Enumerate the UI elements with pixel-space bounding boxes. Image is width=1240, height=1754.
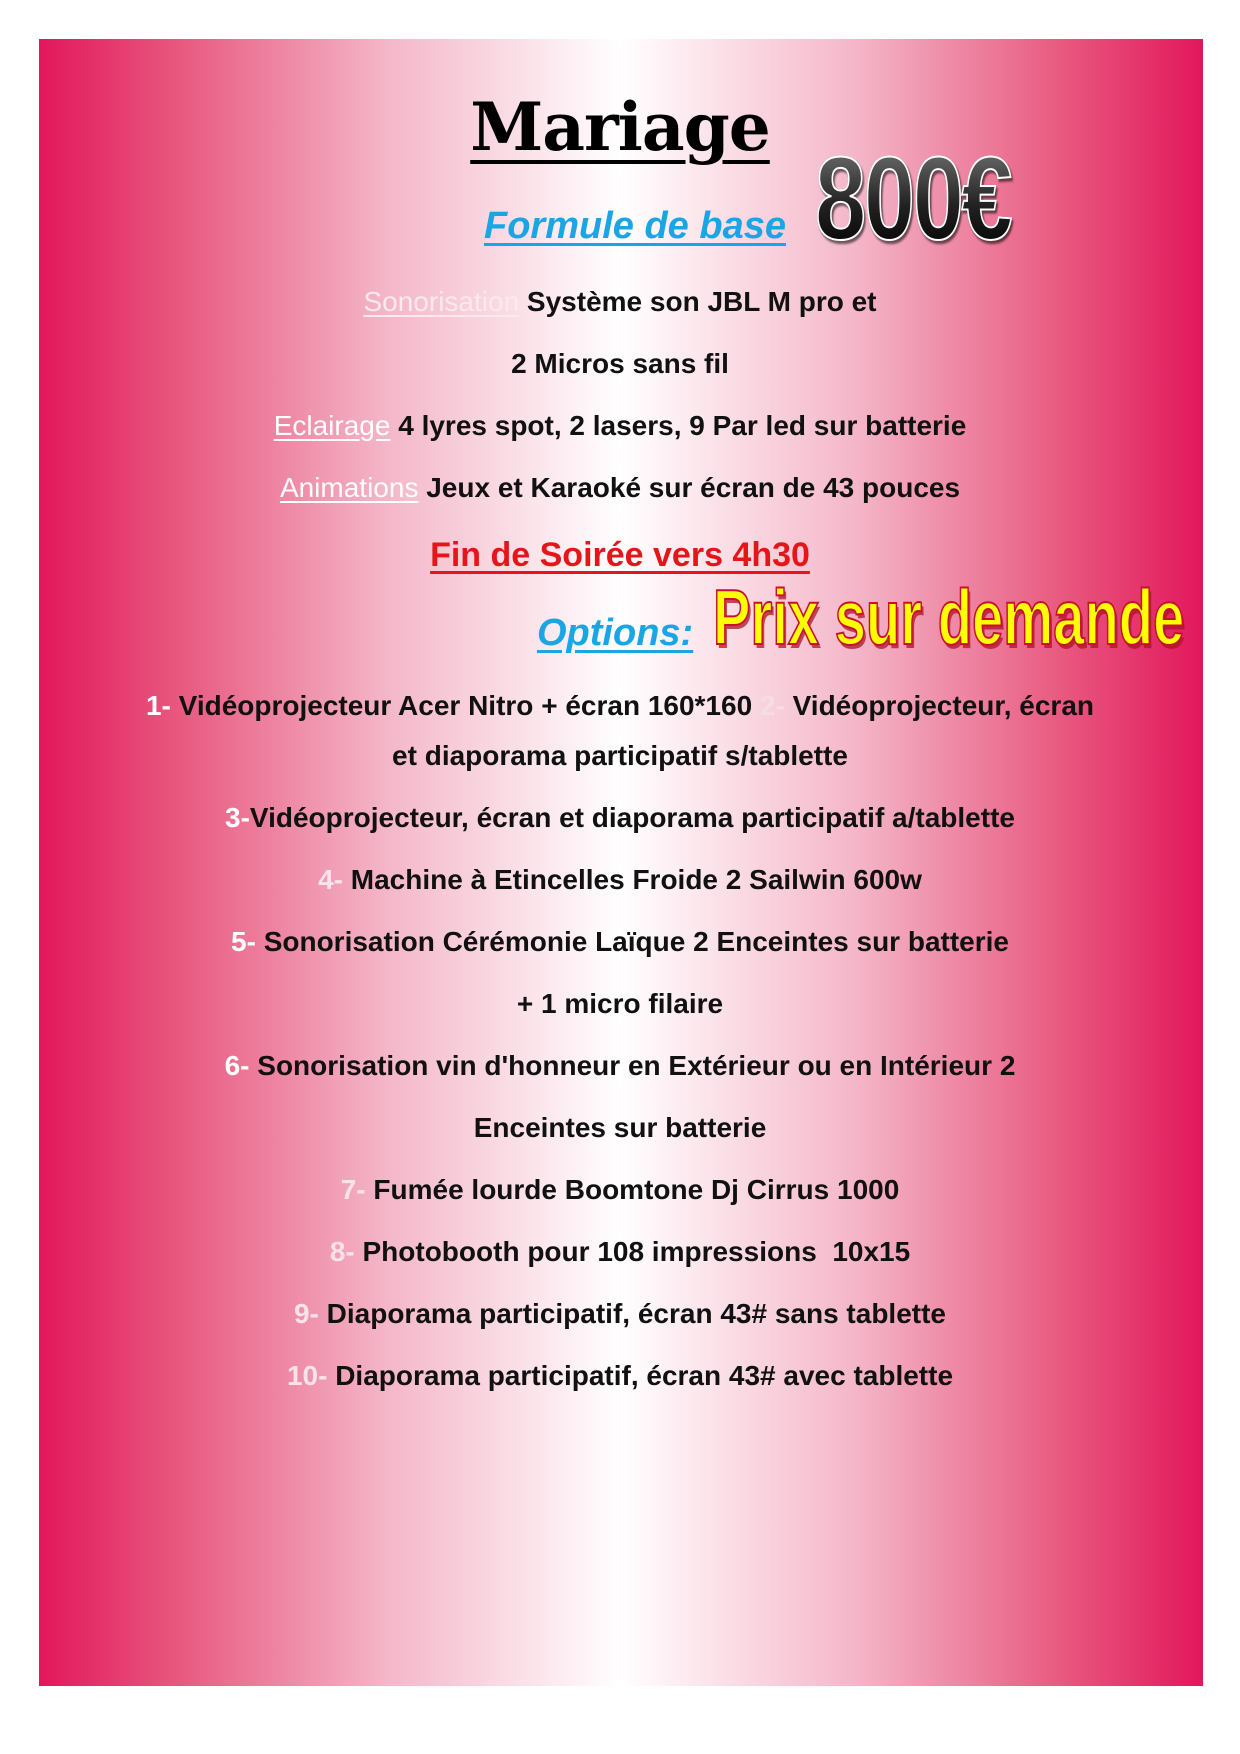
option-7-text: Fumée lourde Boomtone Dj Cirrus 1000 — [373, 1174, 900, 1205]
option-8-number: 8- — [329, 1236, 355, 1267]
option-3-line — [0, 802, 1240, 834]
fin-soiree-line — [0, 536, 1240, 575]
option-6-line-a — [0, 1050, 1240, 1082]
sono-text: Système son JBL M pro et — [526, 286, 877, 317]
options-heading: Options: — [537, 612, 694, 654]
option-7-line — [0, 1174, 1240, 1206]
eclairage-text: 4 lyres spot, 2 lasers, 9 Par led sur batterie — [398, 410, 967, 441]
option-10-number: 10- — [286, 1360, 328, 1391]
option-7-number: 7- — [340, 1174, 366, 1205]
option-10-line — [0, 1360, 1240, 1392]
option-9-number: 9- — [293, 1298, 319, 1329]
sono-label: Sonorisation — [363, 286, 520, 317]
base-sono-line — [0, 286, 1240, 318]
option-9-line — [0, 1298, 1240, 1330]
formule-heading: Formule de base — [484, 205, 786, 247]
option-3-number: 3- — [225, 802, 250, 833]
option-6-line-b: Enceintes sur batterie — [473, 1112, 767, 1143]
page-title: Mariage — [470, 88, 770, 166]
base-eclairage-line — [0, 410, 1240, 442]
option-6-text-a: Sonorisation vin d'honneur en Extérieur ou en Intérieur 2 — [257, 1050, 1016, 1081]
option-5-number: 5- — [231, 926, 256, 957]
option-1-text: Vidéoprojecteur Acer Nitro + écran 160*160 — [178, 690, 753, 721]
base-animations-line — [0, 472, 1240, 504]
animations-text: Jeux et Karaoké sur écran de 43 pouces — [426, 472, 961, 503]
base-micros-line: 2 Micros sans fil — [511, 348, 729, 379]
option-9-text: Diaporama participatif, écran 43# sans tablette — [326, 1298, 947, 1329]
animations-label: Animations — [279, 472, 419, 503]
option-1-number: 1- — [145, 690, 171, 721]
option-5-text-a: Sonorisation Cérémonie Laïque 2 Enceintes sur batterie — [263, 926, 1009, 957]
option-6-number: 6- — [224, 1050, 250, 1081]
option-10-text: Diaporama participatif, écran 43# avec tablette — [335, 1360, 954, 1391]
option-2-line-b: et diaporama participatif s/tablette — [392, 740, 848, 771]
option-8-line — [0, 1236, 1240, 1268]
option-8-text: Photobooth pour 108 impressions 10x15 — [362, 1236, 911, 1267]
option-3-text: Vidéoprojecteur, écran et diaporama participatif a/tablette — [249, 802, 1015, 833]
option-4-number: 4- — [318, 864, 343, 895]
option-2-number: 2- — [759, 690, 785, 721]
option-1-2-line — [0, 690, 1240, 722]
option-4-text: Machine à Etincelles Froide 2 Sailwin 600w — [350, 864, 922, 895]
eclairage-label: Eclairage — [273, 410, 391, 441]
options-price-badge: Prix sur demande — [713, 573, 1185, 661]
option-4-line — [0, 864, 1240, 896]
option-5-line-b: + 1 micro filaire — [516, 988, 724, 1019]
price-badge: 800€ — [815, 133, 1011, 265]
fin-soiree-text: Fin de Soirée vers 4h30 — [430, 536, 810, 574]
option-5-line-a — [0, 926, 1240, 958]
option-2-text-a: Vidéoprojecteur, écran — [792, 690, 1095, 721]
